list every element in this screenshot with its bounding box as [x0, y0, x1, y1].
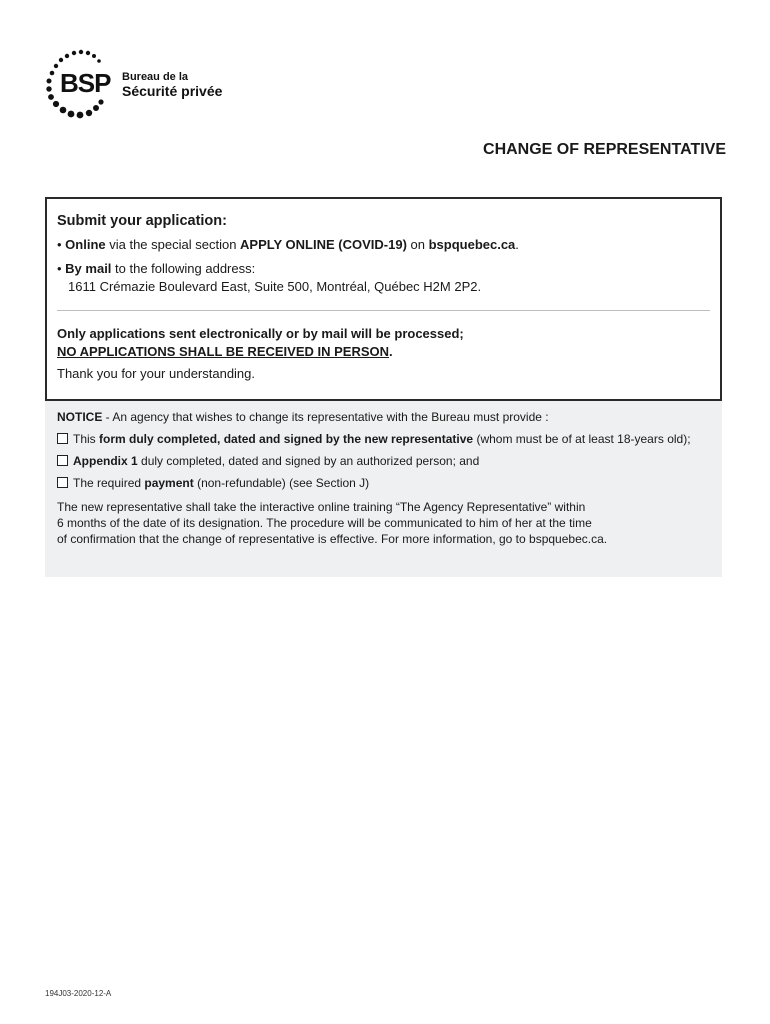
appendix-checkbox[interactable]	[57, 455, 68, 466]
bullet: •	[57, 261, 66, 276]
item3-post: (non-refundable) (see Section J)	[193, 476, 370, 490]
logo-abbr: BSP	[60, 68, 111, 98]
training-paragraph	[57, 499, 710, 547]
online-line	[57, 236, 710, 254]
online-end: .	[515, 237, 519, 252]
submit-heading: Submit your application:	[57, 213, 227, 229]
form-code: 194J03-2020-12-A	[45, 989, 112, 998]
mail-text: to the following address:	[111, 261, 256, 276]
training-line3: of confirmation that the change of representative is effective. For more information, go to bspquebec.ca.	[57, 532, 608, 546]
only-applications-text: Only applications sent electronically or by mail will be processed;	[57, 326, 464, 341]
form-checkbox[interactable]	[57, 433, 68, 444]
logo-line1: Bureau de la	[122, 71, 189, 83]
bullet: •	[57, 237, 66, 252]
payment-checkbox[interactable]	[57, 477, 68, 488]
requirement-item-form	[57, 431, 710, 447]
mail-label: By mail	[65, 261, 112, 276]
submit-application-box	[45, 197, 722, 401]
requirement-item-appendix	[57, 453, 710, 469]
item2-post: duly completed, dated and signed by an authorized person; and	[137, 454, 480, 468]
logo-name	[122, 70, 222, 98]
thanks-line: Thank you for your understanding.	[57, 366, 256, 381]
online-on: on	[406, 237, 429, 252]
notice-section	[45, 401, 722, 577]
no-in-person-line	[57, 343, 710, 361]
requirement-item-payment	[57, 475, 710, 491]
training-line2: 6 months of the date of its designation. The procedure will be communicated to him of her at the time	[57, 516, 592, 530]
item3-pre: The required	[73, 476, 145, 490]
no-in-person-end: .	[389, 344, 393, 359]
notice-label: NOTICE	[57, 410, 103, 424]
item1-pre: This	[73, 432, 100, 446]
mail-line	[57, 260, 710, 278]
notice-intro	[57, 409, 710, 425]
notice-intro-text: - An agency that wishes to change its representative with the Bureau must provide :	[102, 410, 549, 424]
item1-bold: form duly completed, dated and signed by the new representative	[99, 432, 474, 446]
item1-post: (whom must be of at least 18-years old);	[473, 432, 691, 446]
no-in-person-text: NO APPLICATIONS SHALL BE RECEIVED IN PERSON	[57, 344, 390, 359]
item3-bold: payment	[144, 476, 194, 490]
logo-line2: Sécurité privée	[122, 83, 223, 99]
online-label: Online	[65, 237, 106, 252]
bsp-logo	[38, 44, 238, 124]
only-applications-line	[57, 325, 710, 343]
item2-bold: Appendix 1	[73, 454, 138, 468]
divider	[57, 310, 710, 311]
document-title: CHANGE OF REPRESENTATIVE	[483, 141, 726, 158]
online-text: via the special section	[105, 237, 241, 252]
online-section: APPLY ONLINE (COVID-19)	[240, 237, 407, 252]
mail-address: 1611 Crémazie Boulevard East, Suite 500, Montréal, Québec H2M 2P2.	[68, 279, 482, 294]
online-site-link[interactable]: bspquebec.ca	[428, 237, 516, 252]
training-line1: The new representative shall take the interactive online training “The Agency Representative” within	[57, 500, 586, 514]
